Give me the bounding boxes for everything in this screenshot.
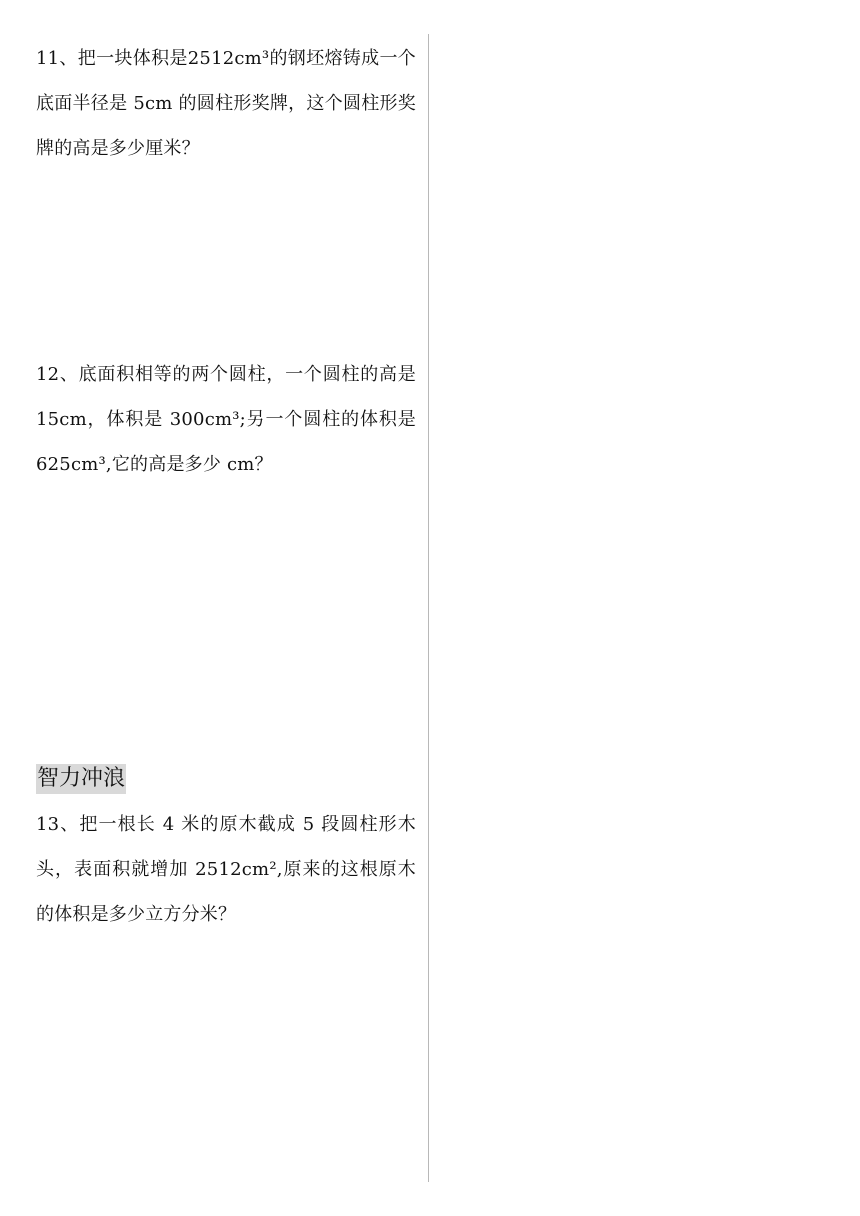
column-divider [428, 34, 429, 1182]
question-12: 12、底面积相等的两个圆柱，一个圆柱的高是 15cm，体积是 300cm³;另一个圆柱的体积是 625cm³,它的高是多少 cm？ [36, 364, 416, 475]
section-heading-brain-teaser: 智力冲浪 [36, 764, 126, 794]
question-13: 13、把一根长 4 米的原木截成 5 段圆柱形木头，表面积就增加 2512cm²,原来的这根原木的体积是多少立方分米？ [36, 814, 416, 925]
question-11: 11、把一块体积是2512cm³的钢坯熔铸成一个底面半径是 5cm 的圆柱形奖牌，这个圆柱形奖牌的高是多少厘米？ [36, 48, 416, 159]
